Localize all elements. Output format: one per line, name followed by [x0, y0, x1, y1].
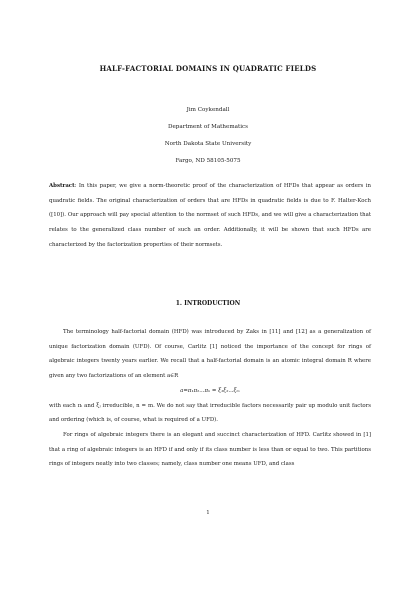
- author-location: Fargo, ND 58105-5075: [175, 158, 241, 164]
- page-number: 1: [206, 510, 210, 516]
- intro-paragraph-2: For rings of algebraic integers there is an elegant and succinct characterization of HFD. Carlitz showed in [1] that a ring of algebraic integers is an HFD if and only if its class number is less than or equal to two. This partitions rings of integers neatly into two classes; namely, class number one means UFD, and class: [49, 431, 371, 468]
- introduction-body: [49, 325, 371, 472]
- abstract: [49, 179, 371, 253]
- author-department: Department of Mathematics: [168, 124, 248, 130]
- intro-paragraph-1-continued: with each πᵢ and ξⱼ irreducible, n = m. We do not say that irreducible factors necessarily pair up modulo unit factors and ordering (which is, of course, what is required of a UFD).: [49, 402, 371, 424]
- author-block: [0, 102, 416, 170]
- factorization-formula: a=π₁π₂...πₙ = ξ₁ξ₂...ξₘ: [180, 387, 240, 394]
- paper-title: HALF-FACTORIAL DOMAINS IN QUADRATIC FIELDS: [99, 64, 317, 73]
- abstract-label: Abstract: [49, 183, 75, 189]
- abstract-text: : In this paper, we give a norm-theoretic proof of the characterization of HFDs that appear as orders in quadratic fields. The original characterization of orders that are HFDs in quadratic fields is due to F. Halter-Koch ([10]). Our approach will pay special attention to the normset of such HFDs, and we will give a characterization that relates to the generalized class number of such an order. Additionally, it will be shown that such HFDs are characterized by the factorization properties of their normsets.: [49, 183, 371, 248]
- section-heading: 1. INTRODUCTION: [175, 300, 241, 307]
- author-name: Jim Coykendall: [186, 107, 230, 113]
- author-university: North Dakota State University: [164, 141, 252, 147]
- intro-paragraph-1: The terminology half-factorial domain (HFD) was introduced by Zaks in [11] and [12] as a generalization of unique factorization domain (UFD). Of course, Carlitz [1] noticed the importance of the concept for rings of algebraic integers twenty years earlier. We recall that a half-factorial domain is an atomic integral domain R where given any two factorizations of an element a∈R: [49, 329, 371, 380]
